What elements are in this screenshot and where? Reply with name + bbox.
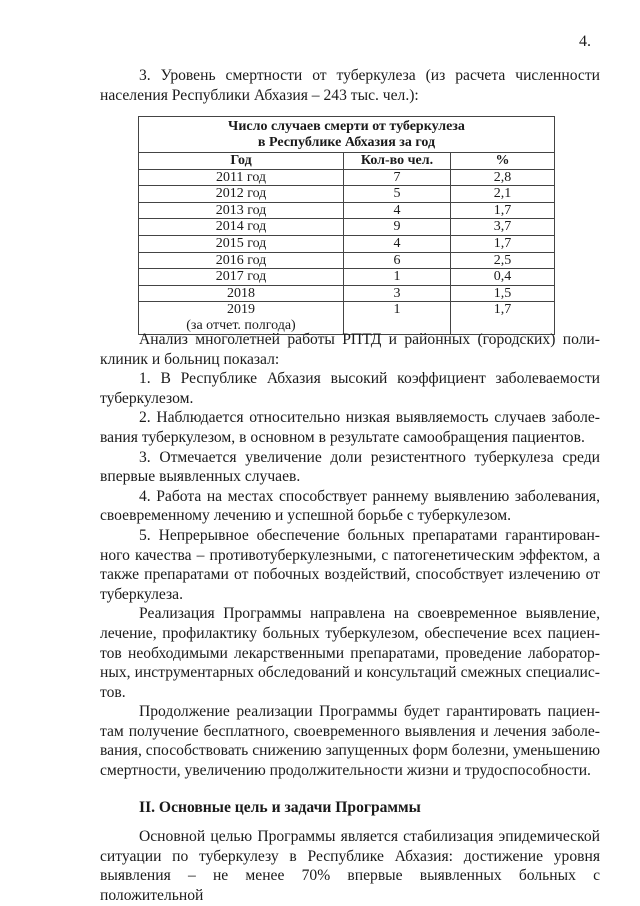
page-number: 4. [579, 33, 591, 50]
table-title-row [139, 117, 555, 153]
cell-count: 3 [344, 285, 451, 302]
cell-percent: 2,1 [451, 186, 555, 203]
cell-percent: 3,7 [451, 219, 555, 236]
deaths-table-container [138, 116, 554, 335]
cell-year: 2017 год [139, 269, 344, 286]
table-row [139, 235, 555, 252]
program-implementation-paragraph: Реализация Программы направлена на своевременное выявление, лечение, профилактику больных туберкулезом, обеспечение всех пациентов необходимыми лекарственными препаратами, проведение лабораторных, инструментарных обследований и консультаций смежных специалистов. [100, 605, 600, 701]
cell-count: 5 [344, 186, 451, 203]
program-continuation-paragraph: Продолжение реализации Программы будет гарантировать пациентам получение бесплатного, своевременного выявления и лечения заболевания, способствовать снижению запущенных форм болезни, уменьшению смертности, увеличению продолжительности жизни и трудоспособности. [100, 703, 600, 780]
cell-count: 4 [344, 202, 451, 219]
cell-percent: 0,4 [451, 269, 555, 286]
table-header-row [139, 153, 555, 170]
cell-year-value: 2019 [227, 302, 255, 318]
table-title-line1: Число случаев смерти от туберкулеза [228, 119, 465, 134]
analysis-section [100, 330, 600, 906]
cell-percent: 1,7 [451, 202, 555, 219]
cell-count: 4 [344, 235, 451, 252]
intro-section [100, 66, 600, 105]
cell-percent: 2,5 [451, 252, 555, 269]
section-heading: II. Основные цель и задачи Программы [139, 798, 421, 816]
cell-count: 6 [344, 252, 451, 269]
cell-year: 2013 год [139, 202, 344, 219]
table-row [139, 219, 555, 236]
cell-year-note: (за отчет. полгода) [186, 317, 296, 333]
cell-year: 2015 год [139, 235, 344, 252]
table-title [139, 117, 555, 153]
cell-percent: 1,7 [451, 302, 555, 334]
finding-5-paragraph: 5. Непрерывное обеспечение больных препаратами гарантированного качества – противотуберкулезными, с патогенетическим эффектом, а также препаратами от побочных воздействий, способствует излечению от туберкулеза. [100, 526, 600, 603]
main-goal-paragraph: Основной целью Программы является стабилизация эпидемической ситуации по туберкулезу в Республике Абхазия: достижение уровня выявления – не менее 70% впервые выявленных больных с положительной [100, 828, 600, 905]
cell-year: 2018 [139, 285, 344, 302]
cell-percent: 1,7 [451, 235, 555, 252]
cell-year: 2016 год [139, 252, 344, 269]
cell-year: 2012 год [139, 186, 344, 203]
cell-count: 1 [344, 269, 451, 286]
table-row [139, 186, 555, 203]
cell-count: 7 [344, 169, 451, 186]
cell-year: 2014 год [139, 219, 344, 236]
cell-percent: 1,5 [451, 285, 555, 302]
cell-year: 2011 год [139, 169, 344, 186]
cell-count: 1 [344, 302, 451, 334]
table-row [139, 269, 555, 286]
table-row [139, 169, 555, 186]
tb-deaths-table [138, 116, 555, 335]
finding-3-paragraph: 3. Отмечается увеличение доли резистентного туберкулеза среди впервые выявленных случаев. [100, 448, 600, 486]
finding-4-paragraph: 4. Работа на местах способствует раннему выявлению заболевания, своевременному лечению и успешной борьбе с туберкулезом. [100, 487, 600, 525]
table-row [139, 285, 555, 302]
analysis-intro-paragraph: Анализ многолетней работы РПТД и районных (городских) поликлиник и больниц показал: [100, 331, 600, 368]
table-row [139, 252, 555, 269]
column-header-year: Год [139, 153, 344, 170]
intro-paragraph: 3. Уровень смертности от туберкулеза (из расчета численности населения Республики Абхазия – 243 тыс. чел.): [100, 67, 600, 104]
finding-1-paragraph: 1. В Республике Абхазия высокий коэффициент заболеваемости туберкулезом. [100, 370, 600, 407]
column-header-count: Кол-во чел. [344, 153, 451, 170]
cell-percent: 2,8 [451, 169, 555, 186]
cell-count: 9 [344, 219, 451, 236]
finding-2-paragraph: 2. Наблюдается относительно низкая выявляемость случаев заболевания туберкулезом, в основном в результате самообращения пациентов. [100, 409, 600, 446]
table-title-line2: в Республике Абхазия за год [257, 135, 436, 150]
table-row [139, 202, 555, 219]
column-header-percent: % [451, 153, 555, 170]
